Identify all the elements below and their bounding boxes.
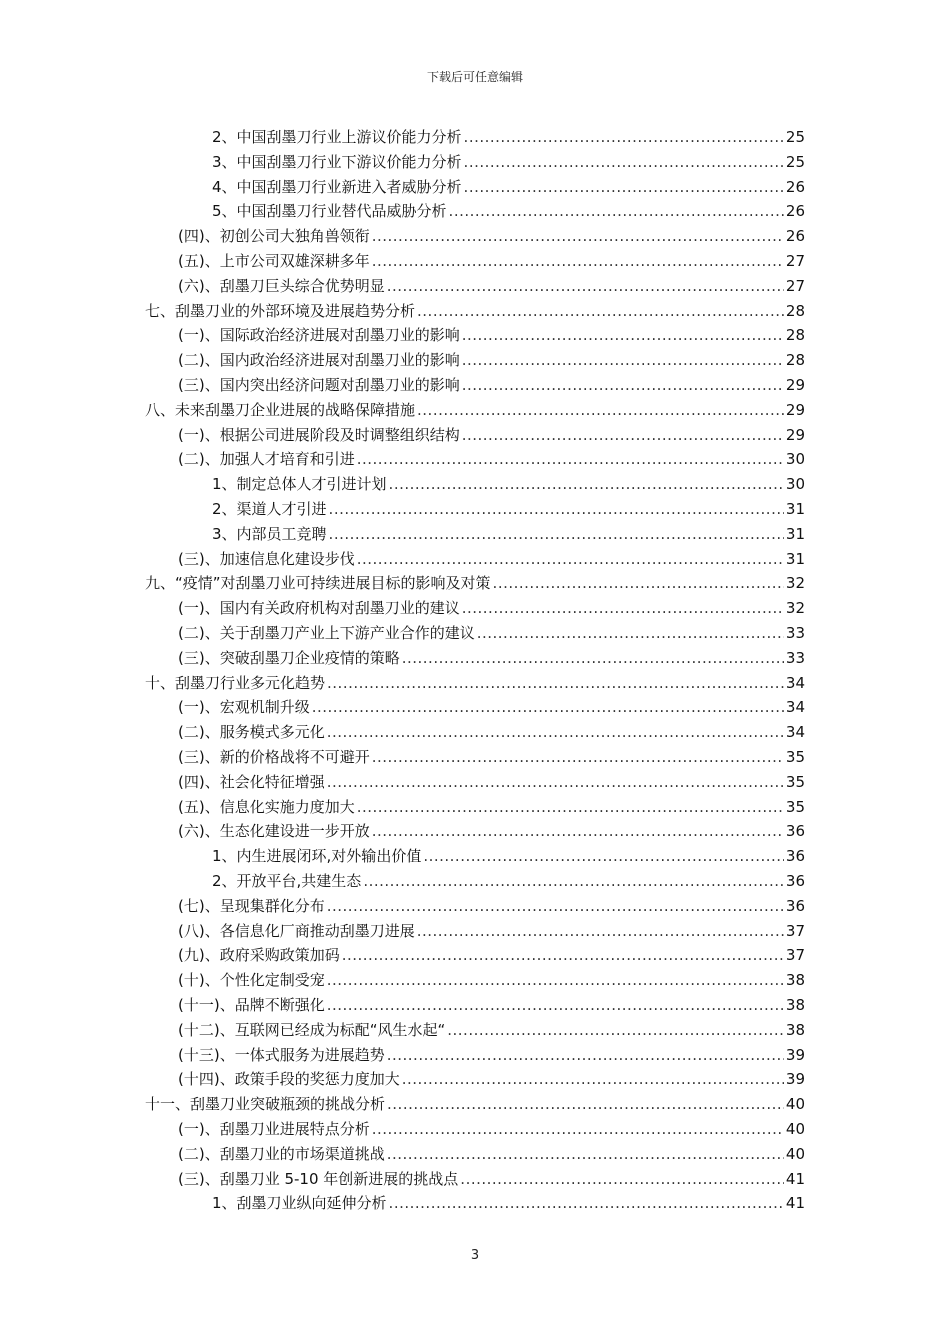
toc-leader-dots — [372, 819, 784, 844]
toc-leader-dots — [402, 1067, 784, 1092]
toc-entry-title: (三)、刮墨刀业 5-10 年创新进展的挑战点 — [178, 1169, 459, 1188]
toc-leader-dots — [387, 274, 784, 299]
toc-entry-title: (三)、突破刮墨刀企业疫情的策略 — [178, 648, 400, 667]
toc-leader-dots — [462, 373, 784, 398]
toc-entry-title: (十三)、一体式服务为进展趋势 — [178, 1045, 385, 1064]
toc-leader-dots — [402, 646, 784, 671]
toc-entry-title: (十四)、政策手段的奖惩力度加大 — [178, 1070, 400, 1089]
toc-leader-dots — [387, 1092, 784, 1117]
toc-entry[interactable] — [178, 993, 805, 1018]
toc-entry[interactable] — [178, 1117, 805, 1142]
toc-entry-title: 八、未来刮墨刀企业进展的战略保障措施 — [145, 400, 416, 419]
toc-entry[interactable] — [178, 695, 805, 720]
toc-entry-title: 5、中国刮墨刀行业替代品威胁分析 — [212, 202, 447, 221]
toc-entry[interactable] — [212, 869, 805, 894]
toc-entry-page: 40 — [785, 1095, 805, 1114]
toc-entry-title: 4、中国刮墨刀行业新进入者威胁分析 — [212, 177, 462, 196]
toc-entry-title: (五)、上市公司双雄深耕多年 — [178, 252, 370, 270]
toc-leader-dots — [327, 968, 784, 993]
toc-entry-page: 40 — [785, 1144, 805, 1163]
toc-leader-dots — [357, 447, 784, 472]
toc-entry[interactable] — [178, 894, 805, 919]
page-header: 下载后可任意编辑 — [426, 70, 523, 84]
toc-entry-page: 29 — [785, 400, 805, 419]
toc-entry[interactable] — [178, 348, 805, 373]
toc-entry-title: 七、刮墨刀业的外部环境及进展趋势分析 — [145, 301, 416, 320]
toc-entry[interactable] — [212, 175, 805, 200]
toc-entry-page: 25 — [785, 152, 805, 171]
toc-entry[interactable] — [178, 919, 805, 944]
toc-entry-page: 26 — [785, 227, 805, 246]
toc-entry-page: 34 — [785, 698, 805, 717]
toc-entry-title: 2、中国刮墨刀行业上游议价能力分析 — [212, 128, 462, 146]
toc-leader-dots — [464, 175, 784, 200]
toc-entry[interactable] — [178, 249, 805, 274]
toc-leader-dots — [372, 1117, 784, 1142]
toc-entry-page: 41 — [785, 1169, 805, 1188]
toc-leader-dots — [372, 745, 784, 770]
toc-leader-dots — [357, 795, 784, 820]
toc-entry-title: (十一)、品牌不断强化 — [178, 996, 325, 1014]
toc-entry-page: 32 — [785, 599, 805, 618]
toc-leader-dots — [462, 323, 784, 348]
toc-entry[interactable] — [178, 819, 805, 844]
toc-leader-dots — [462, 596, 784, 621]
toc-leader-dots — [329, 497, 784, 522]
toc-entry-title: (一)、刮墨刀业进展特点分析 — [178, 1120, 370, 1138]
toc-entry[interactable] — [145, 398, 805, 423]
toc-leader-dots — [387, 1142, 784, 1167]
toc-entry-page: 39 — [785, 1045, 805, 1064]
toc-entry-page: 38 — [785, 1020, 805, 1039]
toc-entry-title: 九、“疫情”对刮墨刀业可持续进展目标的影响及对策 — [145, 574, 491, 593]
toc-entry-title: (六)、刮墨刀巨头综合优势明显 — [178, 276, 385, 295]
toc-entry-page: 28 — [785, 301, 805, 320]
toc-entry-page: 33 — [785, 624, 805, 642]
toc-entry-title: (二)、刮墨刀业的市场渠道挑战 — [178, 1144, 385, 1163]
toc-entry-page: 31 — [785, 549, 805, 568]
toc-entry[interactable] — [212, 125, 805, 150]
toc-entry-page: 37 — [785, 946, 805, 965]
toc-entry-title: (一)、宏观机制升级 — [178, 698, 310, 717]
toc-entry-title: (一)、国内有关政府机构对刮墨刀业的建议 — [178, 599, 460, 618]
toc-entry-title: 2、渠道人才引进 — [212, 500, 327, 518]
toc-entry-page: 29 — [785, 425, 805, 444]
toc-leader-dots — [327, 894, 784, 919]
toc-entry-page: 28 — [785, 326, 805, 345]
toc-entry[interactable] — [212, 472, 805, 497]
toc-entry-title: (十)、个性化定制受宠 — [178, 971, 325, 990]
toc-entry-title: (三)、新的价格战将不可避开 — [178, 748, 370, 766]
toc-entry[interactable] — [178, 1043, 805, 1068]
toc-leader-dots — [342, 943, 784, 968]
toc-leader-dots — [462, 348, 784, 373]
toc-leader-dots — [327, 770, 784, 795]
toc-entry-title: (二)、服务模式多元化 — [178, 723, 325, 742]
toc-entry[interactable] — [178, 745, 805, 770]
toc-leader-dots — [312, 695, 784, 720]
toc-entry-title: 3、内部员工竞聘 — [212, 524, 327, 543]
toc-entry[interactable] — [178, 968, 805, 993]
toc-entry-page: 34 — [785, 673, 805, 692]
toc-entry-page: 34 — [785, 723, 805, 742]
toc-leader-dots — [372, 249, 784, 274]
toc-leader-dots — [449, 199, 784, 224]
toc-entry[interactable] — [145, 1092, 805, 1117]
toc-entry-title: (三)、国内突出经济问题对刮墨刀业的影响 — [178, 376, 460, 394]
toc-entry-page: 26 — [785, 177, 805, 196]
toc-entry[interactable] — [178, 224, 805, 249]
toc-entry-page: 36 — [785, 822, 805, 841]
toc-entry[interactable] — [178, 423, 805, 448]
toc-entry-page: 38 — [785, 971, 805, 990]
toc-entry[interactable] — [178, 547, 805, 572]
toc-entry[interactable] — [145, 571, 805, 596]
toc-entry-title: 十、刮墨刀行业多元化趋势 — [145, 673, 326, 692]
toc-entry[interactable] — [145, 671, 805, 696]
toc-leader-dots — [447, 1018, 784, 1043]
toc-leader-dots — [389, 1191, 784, 1216]
toc-entry[interactable] — [178, 1167, 805, 1192]
toc-entry-page: 40 — [785, 1120, 805, 1138]
toc-entry-title: (一)、根据公司进展阶段及时调整组织结构 — [178, 425, 460, 444]
toc-entry[interactable] — [178, 770, 805, 795]
toc-entry[interactable] — [212, 844, 805, 869]
toc-entry[interactable] — [178, 621, 805, 646]
toc-entry[interactable] — [212, 150, 805, 175]
toc-entry-page: 35 — [785, 748, 805, 766]
toc-entry[interactable] — [212, 199, 805, 224]
toc-entry-title: 3、中国刮墨刀行业下游议价能力分析 — [212, 152, 462, 171]
toc-entry-page: 27 — [785, 252, 805, 270]
toc-entry[interactable] — [178, 1142, 805, 1167]
toc-entry-title: (一)、国际政治经济进展对刮墨刀业的影响 — [178, 326, 460, 345]
toc-entry-title: 1、制定总体人才引进计划 — [212, 475, 387, 494]
toc-leader-dots — [387, 1043, 784, 1068]
toc-leader-dots — [477, 621, 784, 646]
toc-leader-dots — [327, 720, 784, 745]
toc-entry-title: (六)、生态化建设进一步开放 — [178, 822, 370, 841]
toc-entry-title: 1、刮墨刀业纵向延伸分析 — [212, 1194, 387, 1213]
toc-entry[interactable] — [178, 373, 805, 398]
toc-entry[interactable] — [212, 497, 805, 522]
toc-entry-page: 36 — [785, 847, 805, 866]
toc-leader-dots — [423, 844, 784, 869]
toc-entry[interactable] — [178, 596, 805, 621]
toc-entry-title: (九)、政府采购政策加码 — [178, 946, 340, 965]
toc-leader-dots — [417, 398, 784, 423]
page-number: 3 — [470, 1248, 480, 1263]
toc-entry-title: 十一、刮墨刀业突破瓶颈的挑战分析 — [145, 1095, 386, 1114]
toc-entry-title: (七)、呈现集群化分布 — [178, 896, 325, 915]
toc-entry-page: 38 — [785, 996, 805, 1014]
toc-entry[interactable] — [178, 943, 805, 968]
toc-entry[interactable] — [212, 1191, 805, 1216]
toc-entry-page: 26 — [785, 202, 805, 221]
toc-entry-page: 32 — [785, 574, 805, 593]
toc-entry-page: 33 — [785, 648, 805, 667]
toc-leader-dots — [372, 224, 784, 249]
toc-leader-dots — [464, 125, 784, 150]
toc-entry[interactable] — [178, 323, 805, 348]
toc-entry-title: (四)、初创公司大独角兽领衔 — [178, 227, 370, 246]
toc-entry-page: 25 — [785, 128, 805, 146]
toc-entry-page: 41 — [785, 1194, 805, 1213]
toc-entry-title: (十二)、互联网已经成为标配“风生水起“ — [178, 1020, 446, 1039]
toc-entry-page: 36 — [785, 896, 805, 915]
toc-leader-dots — [327, 993, 784, 1018]
toc-leader-dots — [417, 919, 784, 944]
toc-entry-title: (八)、各信息化厂商推动刮墨刀进展 — [178, 921, 415, 940]
toc-entry-page: 30 — [785, 475, 805, 494]
toc-entry-page: 27 — [785, 276, 805, 295]
toc-entry[interactable] — [212, 522, 805, 547]
toc-entry-title: (二)、关于刮墨刀产业上下游产业合作的建议 — [178, 624, 475, 642]
toc-leader-dots — [462, 423, 784, 448]
toc-entry-title: (四)、社会化特征增强 — [178, 772, 325, 791]
toc-entry-page: 28 — [785, 351, 805, 370]
toc-entry-page: 35 — [785, 772, 805, 791]
toc-entry-page: 31 — [785, 500, 805, 518]
toc-leader-dots — [327, 671, 784, 696]
toc-entry[interactable] — [178, 447, 805, 472]
toc-leader-dots — [464, 150, 784, 175]
toc-leader-dots — [363, 869, 784, 894]
toc-leader-dots — [357, 547, 784, 572]
toc-leader-dots — [329, 522, 784, 547]
toc-entry[interactable] — [178, 274, 805, 299]
toc-entry-title: (五)、信息化实施力度加大 — [178, 797, 355, 816]
toc-entry[interactable] — [145, 299, 805, 324]
toc-entry-page: 39 — [785, 1070, 805, 1089]
toc-entry[interactable] — [178, 1067, 805, 1092]
toc-entry[interactable] — [178, 1018, 805, 1043]
toc-entry[interactable] — [178, 795, 805, 820]
toc-leader-dots — [417, 299, 784, 324]
toc-entry-page: 36 — [785, 872, 805, 890]
toc-leader-dots — [389, 472, 784, 497]
toc-leader-dots — [493, 571, 784, 596]
toc-entry-page: 29 — [785, 376, 805, 394]
toc-entry-page: 30 — [785, 450, 805, 469]
toc-entry[interactable] — [178, 646, 805, 671]
toc-entry-title: (二)、加强人才培育和引进 — [178, 450, 355, 469]
toc-entry-title: 1、内生进展闭环,对外输出价值 — [212, 847, 422, 866]
toc-leader-dots — [460, 1167, 784, 1192]
toc-entry-title: (二)、国内政治经济进展对刮墨刀业的影响 — [178, 351, 460, 370]
toc-entry-page: 37 — [785, 921, 805, 940]
toc-entry-page: 35 — [785, 797, 805, 816]
toc-entry-title: 2、开放平台,共建生态 — [212, 872, 362, 890]
toc-entry-page: 31 — [785, 524, 805, 543]
toc-entry-title: (三)、加速信息化建设步伐 — [178, 549, 355, 568]
toc-entry[interactable] — [178, 720, 805, 745]
